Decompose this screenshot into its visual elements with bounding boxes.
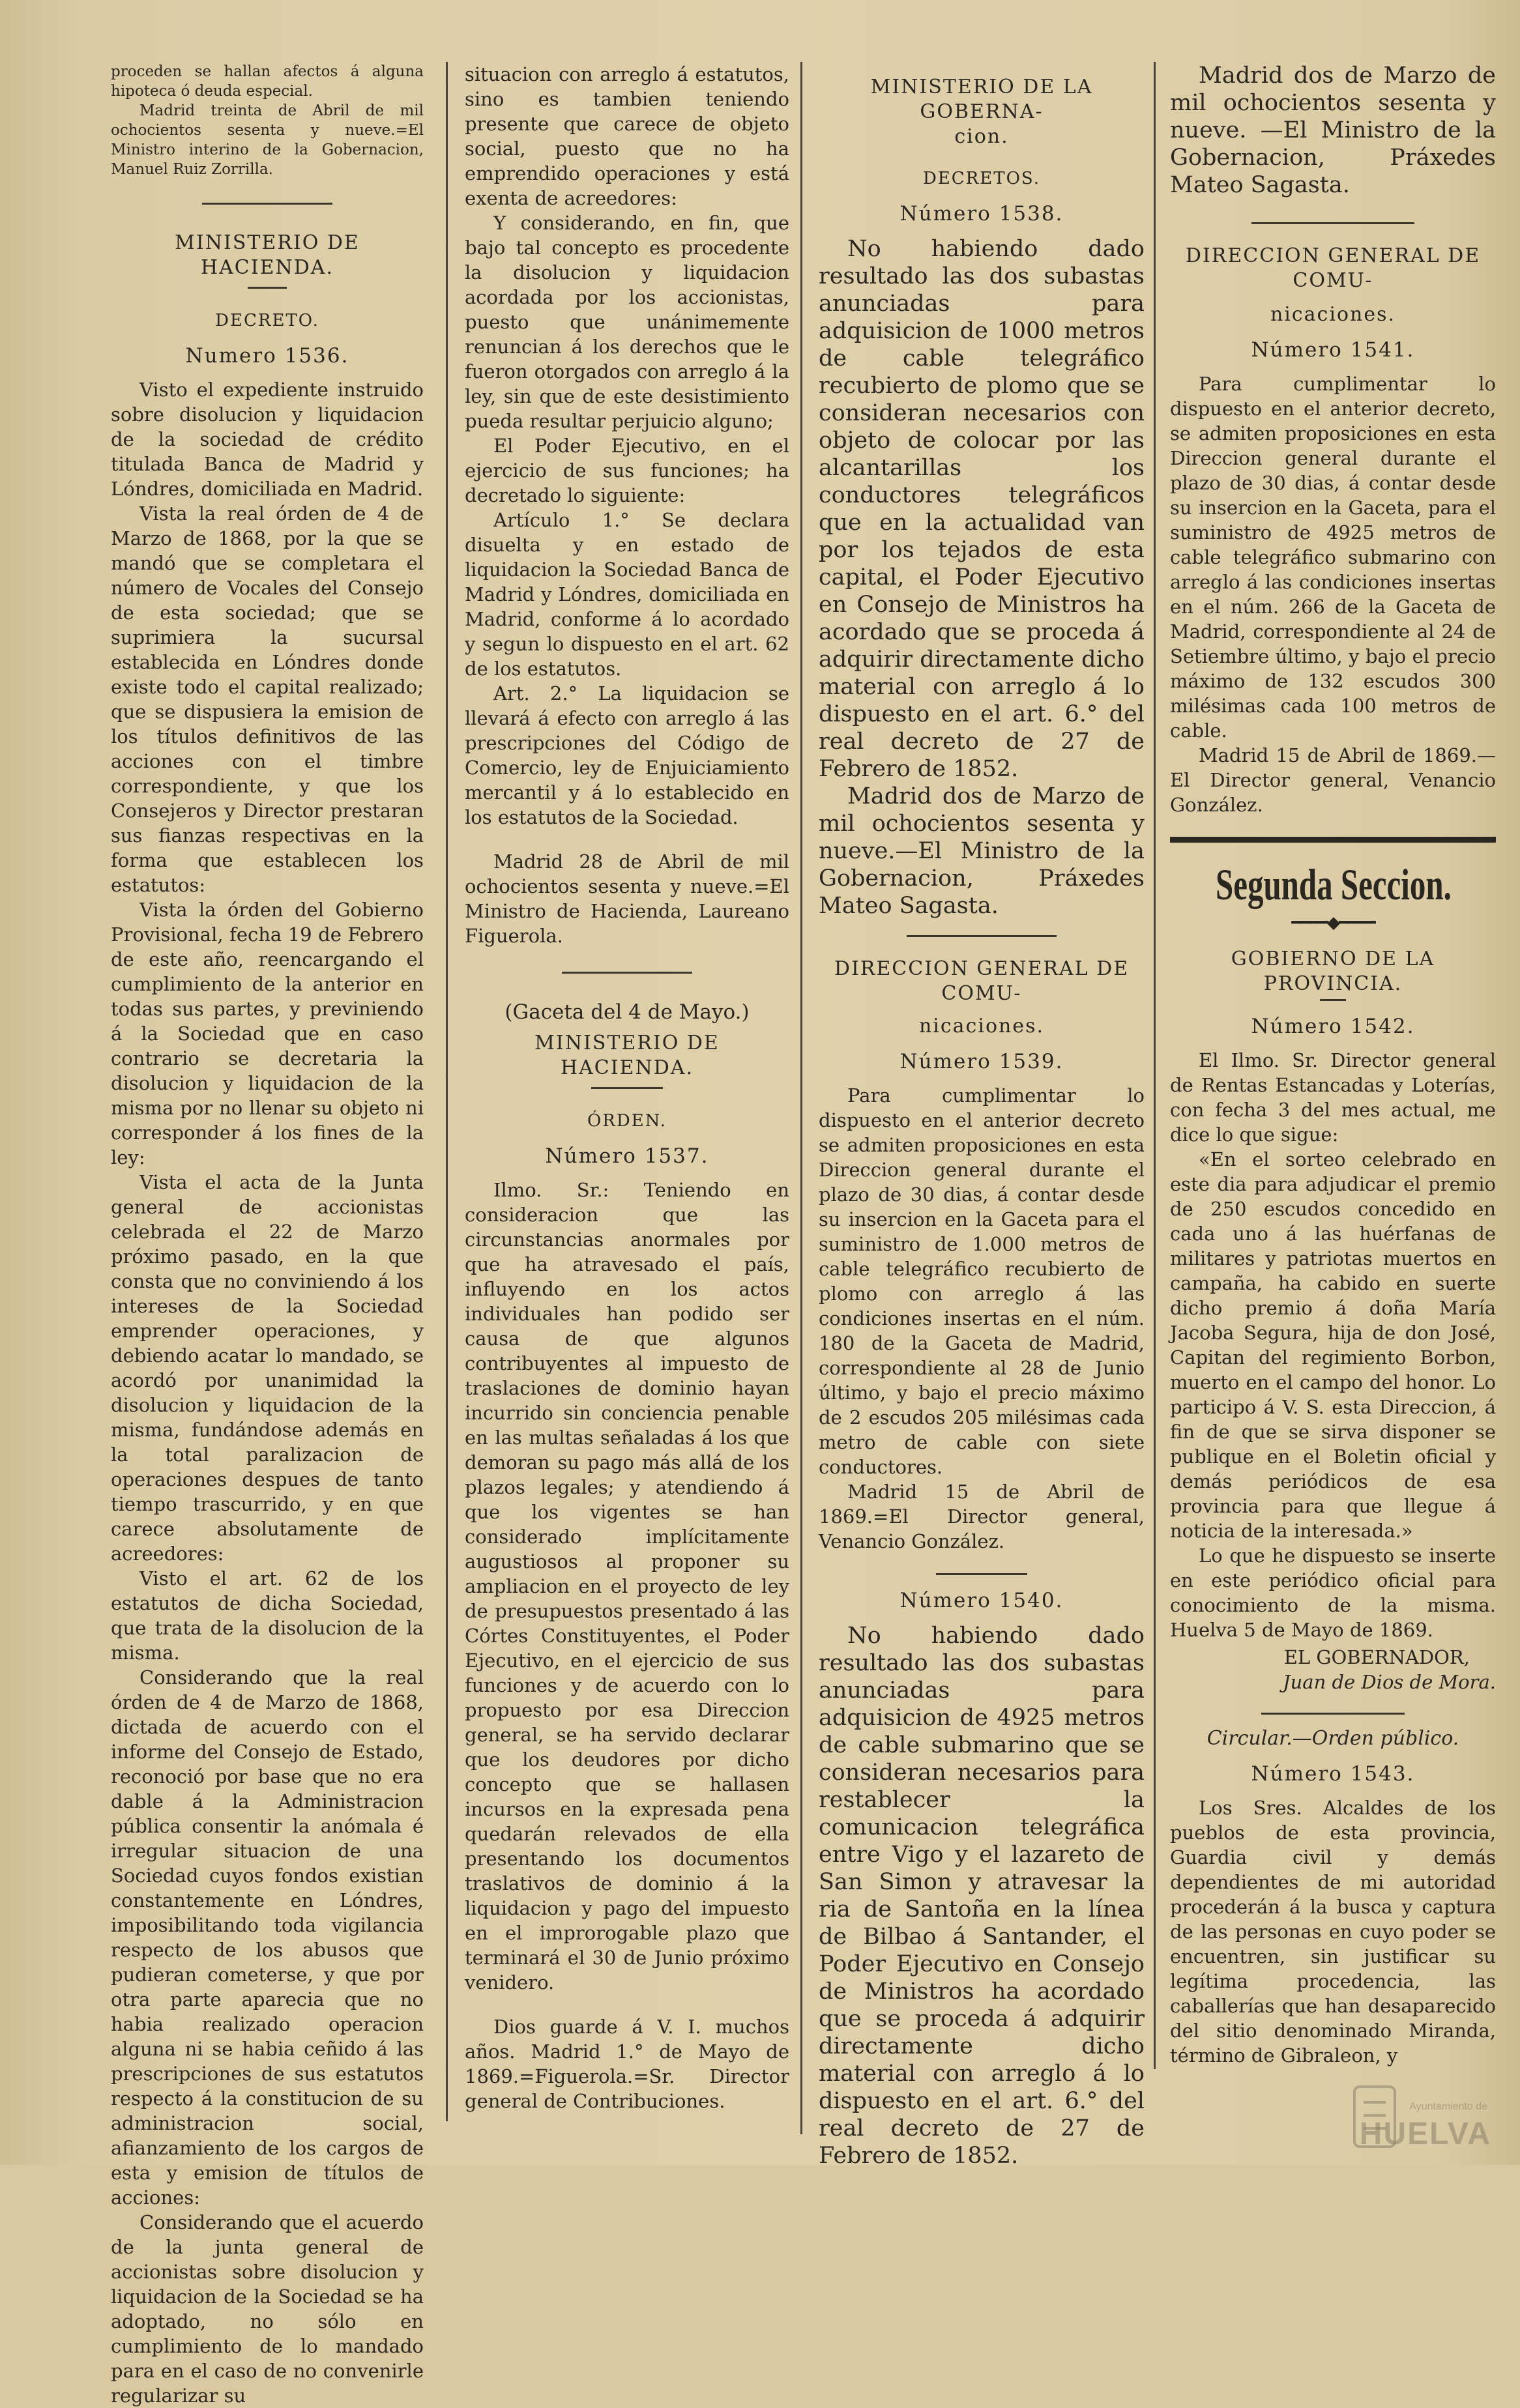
text-paragraph: Considerando que la real órden de 4 de Marzo de 1868, dictada de acuerdo con el informe del Consejo de Estado, reconoció por base que no era dable á la Administracion pública consentir la anómala é irregular situacion de una Sociedad cuyos fondos existian constantemente en Lóndres, imposibilitando toda vigilancia respecto de los abusos que pudieran cometerse, y que por otra parte aparecia que no habia realizado operacion alguna ni se habia ceñido á las prescripciones de sus estatutos respecto á la constitucion de su administracion social, afianzamiento de los cargos de esta y emision de títulos de acciones: [111,1666,424,2209]
order-label: ÓRDEN. [587,1111,667,1131]
divider [936,1573,1027,1575]
divider [907,935,1057,937]
text-paragraph: Dios guarde á V. I. muchos años. Madrid 1.° de Mayo de 1869.=Figuerola.=Sr. Director general de Contribuciones. [465,2016,789,2112]
section-heading: Circular.—Orden público. [1206,1727,1459,1750]
column-rule [1154,62,1156,2069]
section-heading: DIRECCION GENERAL DE COMU- [834,957,1130,1005]
item-number: Número 1542. [1251,1015,1415,1038]
text-paragraph: Ilmo. Sr.: Teniendo en consideracion que las circunstancias anormales por que ha atravesado el país, influyendo en los actos individuales han podido ser causa de que algunos contribuyentes al impuesto de traslaciones de dominio hayan incurrido sin conciencia penable en las multas señaladas á los que demoran su pago más allá de los plazos legales; y atendiendo á que los vigentes se han considerado implícitamente augustiosos al proponer su ampliacion en el proyecto de ley de presupuestos presentado á las Córtes Constituyentes, el Poder Ejecutivo, en el ejercicio de sus funciones y de acuerdo con lo propuesto por esa Direccion general, se ha servido declarar que los deudores por dicho concepto que se hallasen incursos en la expresada pena quedarán relevados de ella presentando los documentos traslativos de dominio á la liquidacion y pago del impuesto en el improrogable plazo que terminará el 30 de Junio próximo venidero. [465,1179,789,1994]
item-number: Número 1540. [899,1589,1064,1612]
watermark-caption: Ayuntamiento de [1409,2101,1487,2112]
section-heading: GOBIERNO DE LA PROVINCIA. [1231,948,1435,995]
text-paragraph: «En el sorteo celebrado en este dia para adjudicar el premio de 250 escudos concedido en cada uno á las huérfanas de militares y patriotas muertos en campaña, ha cabido en suerte dicho premio á doña María Jacoba Segura, hija de don José, Capitan del regimiento Borbon, muerto en el campo del honor. Lo participo á V. S. esta Direccion, á fin de que se sirva disponer se publique en el Boletin oficial y demás periódicos de esa provincia para que llegue á noticia de la interesada.» [1170,1148,1496,1542]
section-divider [1170,837,1496,843]
section-heading: MINISTERIO DE HACIENDA. [534,1032,720,1079]
text-paragraph: Considerando que el acuerdo de la junta general de accionistas sobre disolucion y liquidacion de la Sociedad se ha adoptado, no sólo en cumplimiento de lo mandado para en el caso de no convenirle regularizar su [111,2211,424,2407]
divider [562,972,692,974]
text-paragraph: Madrid 15 de Abril de 1869.—El Director general, Venancio González. [1170,744,1496,816]
text-paragraph: Art. 2.° La liquidacion se llevará á efecto con arreglo á las prescripciones del Código de Comercio, ley de Enjuiciamiento mercantil y á lo establecido en los estatutos de la Sociedad. [465,682,789,828]
text-paragraph: Lo que he dispuesto se inserte en este periódico oficial para conocimiento de la misma. Huelva 5 de Mayo de 1869. [1170,1545,1496,1641]
item-number: Número 1543. [1251,1762,1415,1786]
text-paragraph: Y considerando, en fin, que bajo tal concepto es procedente la disolucion y liquidacion acordada por los accionistas, puesto que unánimemente renuncian á los derechos que le fueron otorgados con arreglo á la ley, sin que de este desistimiento pueda resultar perjuicio alguno; [465,212,789,432]
text-paragraph: Vista la real órden de 4 de Marzo de 1868, por la que se mandó que se completara el número de Vocales del Consejo de esta sociedad; que se suprimiera la sucursal establecida en Lóndres donde existe todo el capital realizado; que se dispusiera la emision de los títulos definitivos de las acciones con el timbre correspondiente, y que los Consejeros y Director prestaran sus fianzas respectivas en la forma que establecen los estatutos: [111,502,424,896]
section-heading: nicaciones. [1270,303,1396,326]
text-paragraph: Madrid treinta de Abril de mil ochocientos sesenta y nueve.=El Ministro interino de la Gobernacion, Manuel Ruiz Zorrilla. [111,102,424,178]
text-paragraph: Madrid 15 de Abril de 1869.=El Director general, Venancio González. [819,1481,1145,1552]
text-paragraph: Madrid 28 de Abril de mil ochocientos sesenta y nueve.=El Ministro de Hacienda, Laureano Figuerola. [465,850,789,947]
divider [1261,1713,1405,1715]
text-paragraph: Vista la órden del Gobierno Provisional, fecha 19 de Febrero de este año, reencargando el cumplimiento de la anterior en todas sus partes, y previniendo á la Sociedad que en caso contrario se decretaria la disolucion y liquidacion de la misma por no llenar su objeto ni corresponder á los fines de la ley: [111,899,424,1168]
column-1 [111,62,424,2408]
section-heading: MINISTERIO DE LA GOBERNA- [870,76,1093,123]
divider [202,203,332,205]
text-paragraph: El Ilmo. Sr. Director general de Rentas Estancadas y Loterías, con fecha 3 del mes actual, me dice lo que sigue: [1170,1049,1496,1146]
column-rule [800,62,802,2134]
item-number: Número 1538. [899,202,1064,225]
column-3 [819,62,1145,2169]
item-number: Número 1537. [545,1144,709,1168]
text-paragraph: El Poder Ejecutivo, en el ejercicio de sus funciones; ha decretado lo siguiente: [465,435,789,506]
column-4 [1170,62,1496,2068]
text-paragraph: No habiendo dado resultado las dos subastas anunciadas para adquisicion de 4925 metros de cable submarino que se consideran necesarios para restablecer la comunicacion telegráfica entre Vigo y el lazareto de San Simon y atravesar la ria de Santoña en la línea de Bilbao á Santander, el Poder Ejecutivo en Consejo de Ministros ha acordado que se proceda á adquirir directamente dicho material con arreglo á lo dispuesto en el art. 6.° del real decreto de 27 de Febrero de 1852. [819,1623,1145,2169]
divider [591,1087,663,1089]
gaceta-reference: (Gaceta del 4 de Mayo.) [504,1000,750,1024]
text-paragraph: proceden se hallan afectos á alguna hipoteca ó deuda especial. [111,63,424,100]
ornament-divider: ━━━━◆━━━━ [1291,913,1375,933]
column-2 [465,62,789,2113]
text-paragraph: Vista el acta de la Junta general de accionistas celebrada el 22 de Marzo próximo pasado, en la que consta que no conviniendo á los intereses de la Sociedad emprender operaciones, y debiendo acatar lo mandado, se acordó por unanimidad la disolucion y liquidacion de la misma, fundándose además en la total paralizacion de operaciones despues de tanto tiempo trascurrido, y en que carece absolutamente de acreedores: [111,1171,424,1565]
divider [1320,999,1346,1001]
item-number: Numero 1536. [185,344,349,368]
section-heading: cion. [954,125,1009,148]
item-number: Número 1541. [1251,338,1415,362]
decree-label: DECRETO. [215,311,319,330]
signatory-title: EL GOBERNADOR, [1283,1646,1470,1668]
text-paragraph: Madrid dos de Marzo de mil ochocientos sesenta y nueve.—El Ministro de la Gobernacion, Práxedes Mateo Sagasta. [819,783,1145,919]
decrees-label: DECRETOS. [922,169,1041,188]
item-number: Número 1539. [899,1050,1064,1073]
text-paragraph: situacion con arreglo á estatutos, sino es tambien teniendo presente que carece de objeto social, puesto que no ha emprendido operaciones y está exenta de acreedores: [465,63,789,209]
signatory-name: Juan de Dios de Mora. [1283,1671,1496,1693]
watermark-name: HUELVA [1359,2117,1491,2151]
text-paragraph: Visto el expediente instruido sobre disolucion y liquidacion de la sociedad de crédito titulada Banca de Madrid y Lóndres, domiciliada en Madrid. [111,379,424,500]
text-paragraph: No habiendo dado resultado las dos subastas anunciadas para adquisicion de 1000 metros de cable telegráfico recubierto de plomo que se consideran necesarios con objeto de colocar por las alcantarillas los conductores telegráficos que en la actualidad van por los tejados de esta capital, el Poder Ejecutivo en Consejo de Ministros ha acordado que se proceda á adquirir directamente dicho material con arreglo á lo dispuesto en el art. 6.° del real decreto de 27 de Febrero de 1852. [819,236,1145,782]
divider [248,287,287,289]
column-rule [446,62,448,2121]
text-paragraph: Los Sres. Alcaldes de los pueblos de esta provincia, Guardia civil y demás dependientes de mi autoridad procederán á la busca y captura de las personas en cuyo poder se encuentren, sin justificar su legítima procedencia, las caballerías que han desaparecido del sitio denominado Miranda, término de Gibraleon, y [1170,1797,1496,2067]
section-heading: MINISTERIO DE HACIENDA. [175,231,360,279]
section-heading: nicaciones. [918,1015,1045,1037]
section-heading: DIRECCION GENERAL DE COMU- [1185,244,1481,292]
text-paragraph: Para cumplimentar lo dispuesto en el anterior decreto se admiten proposiciones en esta Direccion general durante el plazo de 30 dias, á contar desde su insercion en la Gaceta para el suministro de 1.000 metros de cable telegráfico recubierto de plomo con arreglo á las condiciones insertas en el núm. 180 de la Gaceta de Madrid, correspondiente al 28 de Junio último, y bajo el precio máximo de 2 escudos 205 milésimas cada metro de cable con siete conductores. [819,1084,1145,1478]
text-paragraph: Madrid dos de Marzo de mil ochocientos sesenta y nueve. —El Ministro de la Gobernacion, Práxedes Mateo Sagasta. [1170,63,1496,198]
section-title: Segunda Seccion. [1216,860,1452,909]
text-paragraph: Para cumplimentar lo dispuesto en el anterior decreto, se admiten proposiciones en esta Direccion general durante el plazo de 30 dias, á contar desde su insercion en la Gaceta, para el suministro de 4925 metros de cable telegráfico submarino con arreglo á las condiciones insertas en el núm. 266 de la Gaceta de Madrid, correspondiente al 24 de Setiembre último, y bajo el precio máximo de 132 escudos 300 milésimas cada 100 metros de cable. [1170,373,1496,742]
text-paragraph: Visto el art. 62 de los estatutos de dicha Sociedad, que trata de la disolucion de la misma. [111,1567,424,1664]
divider [1251,222,1414,224]
text-paragraph: Artículo 1.° Se declara disuelta y en estado de liquidacion la Sociedad Banca de Madrid y Lóndres, domiciliada en Madrid, conforme á lo acordado y segun lo dispuesto en el art. 62 de los estatutos. [465,509,789,680]
